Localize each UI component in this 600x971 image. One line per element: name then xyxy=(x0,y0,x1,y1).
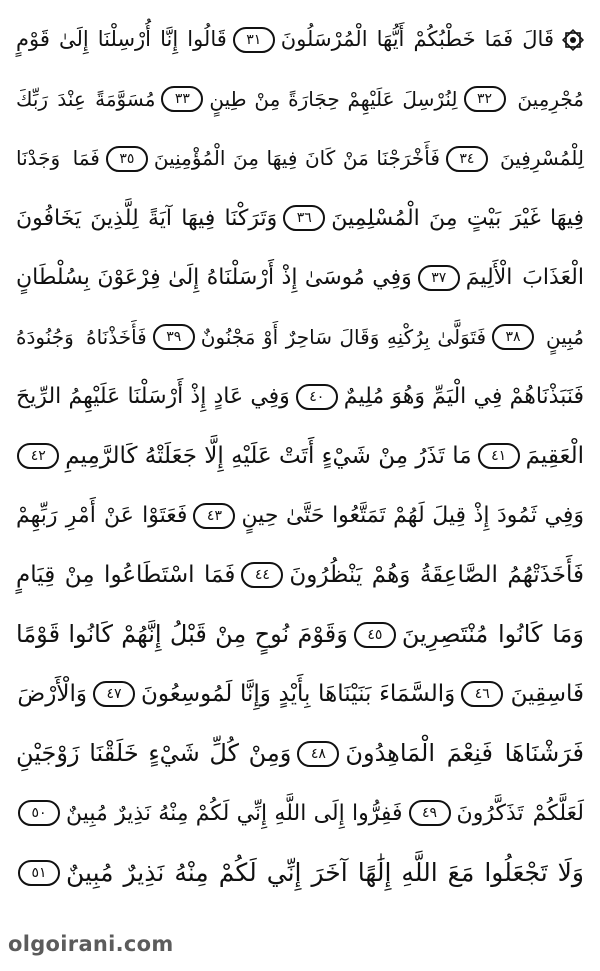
verse-line xyxy=(14,70,586,130)
ayah-number-marker: ٣٣ xyxy=(161,86,203,112)
verse-text: وَمِنْ كُلِّ شَيْءٍ خَلَقْنَا زَوْجَيْنِ xyxy=(16,739,292,767)
verse-text: قَالُوا إِنَّا أُرْسِلْنَا إِلَىٰ قَوْمٍ xyxy=(15,27,227,51)
ayah-number-marker: ٣٢ xyxy=(464,86,506,112)
ayah-number-marker: ٣٤ xyxy=(446,146,488,172)
verse-text: الْعَقِيمَ xyxy=(525,442,584,469)
verse-line xyxy=(14,605,586,665)
ayah-number-marker: ٣٨ xyxy=(492,324,534,350)
verse-text: فِيهَا غَيْرَ بَيْتٍ مِنَ الْمُسْلِمِينَ xyxy=(331,205,584,231)
ayah-number-marker: ٣١ xyxy=(233,27,275,53)
ayah-number-marker: ٥١ xyxy=(18,860,60,886)
ayah-number-marker: ٤٤ xyxy=(241,562,283,588)
verse-text: الْعَذَابَ الْأَلِيمَ xyxy=(465,265,584,290)
ayah-number-marker: ٤٠ xyxy=(296,384,338,410)
verse-text: فَفِرُّوا إِلَى اللَّهِ إِنِّي لَكُمْ مِنْهُ نَذِيرٌ مُبِينٌ xyxy=(66,800,403,826)
verse-text: فَتَوَلَّىٰ بِرُكْنِهِ وَقَالَ سَاحِرٌ أَوْ مَجْنُونٌ xyxy=(200,324,487,349)
watermark: olgoirani.com xyxy=(8,932,174,956)
ayah-number-marker: ٣٥ xyxy=(106,146,148,172)
verse-text: مَا تَذَرُ مِنْ شَيْءٍ أَتَتْ عَلَيْهِ إِلَّا جَعَلَتْهُ كَالرَّمِيمِ xyxy=(65,442,472,469)
verse-line xyxy=(14,129,586,189)
ayah-number-marker: ٤٨ xyxy=(297,741,339,767)
ayah-number-marker: ٤٣ xyxy=(193,503,235,529)
ayah-number-marker: ٤٢ xyxy=(17,443,59,469)
verse-text: فَمَا اسْتَطَاعُوا مِنْ قِيَامٍ xyxy=(16,561,236,588)
verse-text: وَفِي عَادٍ إِذْ أَرْسَلْنَا عَلَيْهِمُ الرِّيحَ xyxy=(15,384,290,409)
verse-text: مُسَوَّمَةً عِنْدَ رَبِّكَ xyxy=(15,86,156,111)
verse-line xyxy=(14,784,586,844)
rub-el-hizb-star-icon xyxy=(560,27,586,53)
ayah-number-marker: ٤٩ xyxy=(409,800,451,826)
verse-text: مُبِينٍ xyxy=(545,324,584,349)
ayah-number-marker: ٤٥ xyxy=(354,622,396,648)
verse-line xyxy=(14,308,586,368)
verse-text: فَرَشْنَاهَا فَنِعْمَ الْمَاهِدُونَ xyxy=(345,739,584,767)
ayah-number-marker: ٣٧ xyxy=(418,265,460,291)
verse-lines xyxy=(14,10,586,930)
verse-line xyxy=(14,724,586,784)
ayah-number-marker: ٣٩ xyxy=(153,324,195,350)
verse-line xyxy=(14,248,586,308)
ayah-number-marker: ٤٦ xyxy=(461,681,503,707)
verse-text: فَعَتَوْا عَنْ أَمْرِ رَبِّهِمْ xyxy=(15,503,188,528)
verse-text: فَاسِقِينَ xyxy=(510,680,584,707)
verse-text: مُجْرِمِينَ xyxy=(517,86,584,111)
verse-text: وَقَوْمَ نُوحٍ مِنْ قَبْلُ إِنَّهُمْ كَانُوا قَوْمًا xyxy=(16,620,348,648)
verse-text: فَمَا وَجَدْنَا xyxy=(15,146,100,170)
verse-text: فَأَخَذَتْهُمُ الصَّاعِقَةُ وَهُمْ يَنْظُرُونَ xyxy=(289,561,584,588)
verse-line xyxy=(14,427,586,487)
verse-text: وَفِي ثَمُودَ إِذْ قِيلَ لَهُمْ تَمَتَّعُوا حَتَّىٰ حِينٍ xyxy=(241,503,584,528)
verse-text: وَالْأَرْضَ xyxy=(17,680,87,707)
verse-line xyxy=(14,10,586,70)
verse-line xyxy=(14,546,586,606)
verse-line xyxy=(14,665,586,725)
verse-text: فَأَخَذْنَاهُ وَجُنُودَهُ xyxy=(16,324,147,349)
verse-text: وَتَرَكْنَا فِيهَا آيَةً لِلَّذِينَ يَخَافُونَ xyxy=(15,205,278,231)
verse-line xyxy=(14,367,586,427)
verse-line xyxy=(14,843,586,903)
verse-text: وَمَا كَانُوا مُنْتَصِرِينَ xyxy=(401,620,584,648)
verse-text: لِنُرْسِلَ عَلَيْهِمْ حِجَارَةً مِنْ طِينٍ xyxy=(209,86,458,111)
ayah-number-marker: ٣٦ xyxy=(283,205,325,231)
verse-text: فَأَخْرَجْنَا مَنْ كَانَ فِيهَا مِنَ الْمُؤْمِنِينَ xyxy=(153,146,440,170)
verse-text: فَنَبَذْنَاهُمْ فِي الْيَمِّ وَهُوَ مُلِيمٌ xyxy=(343,384,584,409)
verse-line xyxy=(14,486,586,546)
ayah-number-marker: ٥٠ xyxy=(18,800,60,826)
verse-text: لِلْمُسْرِفِينَ xyxy=(500,146,584,170)
verse-line xyxy=(14,189,586,249)
verse-text: وَالسَّمَاءَ بَنَيْنَاهَا بِأَيْدٍ وَإِنَّا لَمُوسِعُونَ xyxy=(140,680,456,707)
verse-text: وَفِي مُوسَىٰ إِذْ أَرْسَلْنَاهُ إِلَىٰ فِرْعَوْنَ بِسُلْطَانٍ xyxy=(15,265,412,290)
verse-text: لَعَلَّكُمْ تَذَكَّرُونَ xyxy=(456,800,584,826)
verse-text: وَلَا تَجْعَلُوا مَعَ اللَّهِ إِلَٰهًا آخَرَ إِنِّي لَكُمْ مِنْهُ نَذِيرٌ مُبِينٌ xyxy=(66,858,584,887)
ayah-number-marker: ٤١ xyxy=(478,443,520,469)
verse-text: قَالَ فَمَا خَطْبُكُمْ أَيُّهَا الْمُرْسَلُونَ xyxy=(280,27,554,51)
ayah-number-marker: ٤٧ xyxy=(93,681,135,707)
